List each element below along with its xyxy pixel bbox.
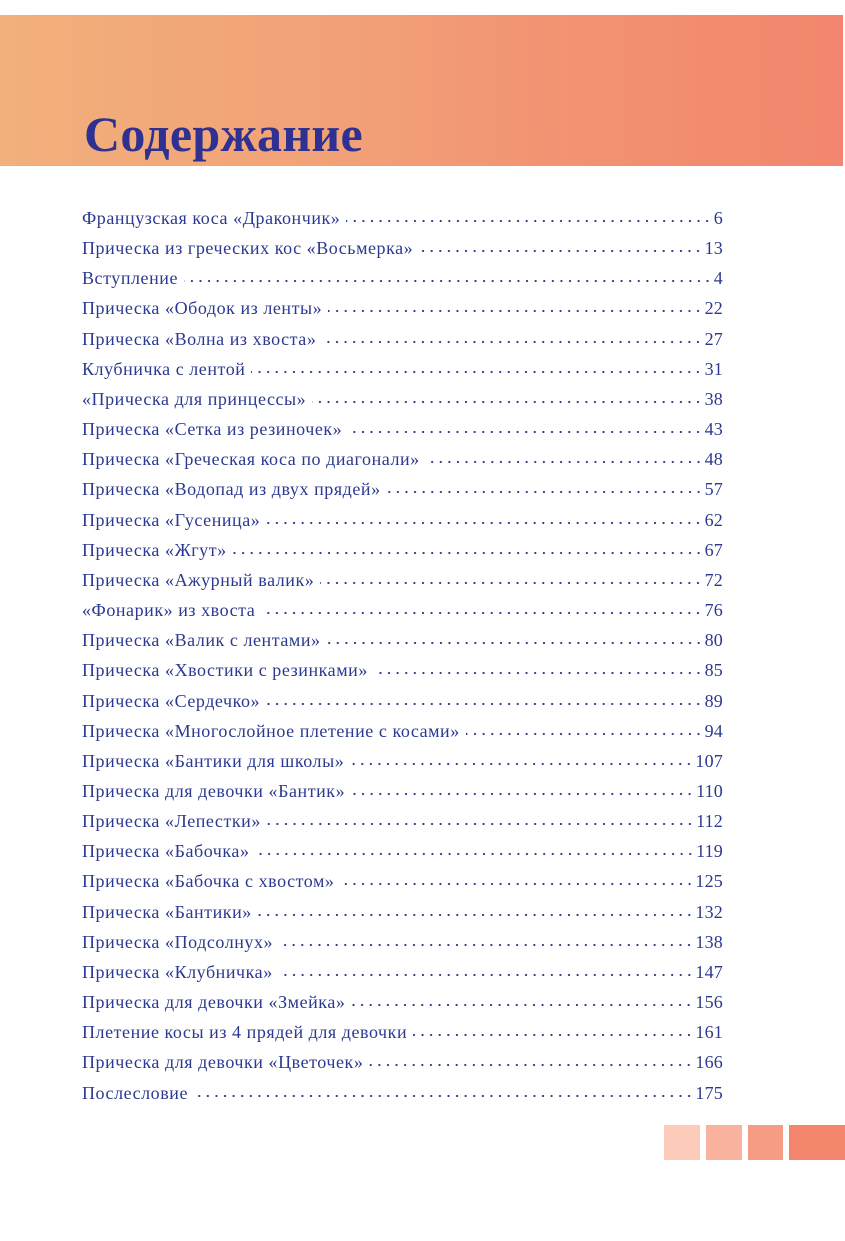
toc-entry[interactable] [82, 233, 723, 263]
toc-entry-page-number: 80 [704, 630, 723, 651]
toc-entry-page-number: 107 [695, 750, 723, 771]
dot-leader [369, 1063, 693, 1067]
dot-leader [341, 882, 694, 886]
toc-entry-title: Послесловие [82, 1082, 188, 1103]
toc-entry[interactable] [82, 897, 723, 927]
toc-entry[interactable] [82, 716, 723, 746]
toc-entry[interactable] [82, 806, 723, 836]
toc-entry[interactable] [82, 535, 723, 565]
dot-leader [328, 309, 702, 313]
dot-leader [279, 943, 693, 947]
toc-entry-title: Прическа «Лепестки» [82, 811, 261, 832]
toc-entry[interactable] [82, 444, 723, 474]
toc-entry-title: Прическа «Гусеница» [82, 509, 261, 530]
toc-entry-title: Прическа для девочки «Бантик» [82, 780, 346, 801]
dot-leader [350, 762, 693, 766]
dot-leader [266, 702, 703, 706]
toc-entry-page-number: 138 [695, 931, 723, 952]
toc-entry-page-number: 147 [695, 961, 723, 982]
toc-entry-title: «Прическа для принцессы» [82, 388, 307, 409]
dot-leader [351, 1003, 693, 1007]
dot-leader [466, 732, 703, 736]
dot-leader [267, 822, 694, 826]
toc-entry-page-number: 110 [696, 780, 723, 801]
toc-entry-page-number: 85 [704, 660, 723, 681]
toc-entry[interactable] [82, 354, 723, 384]
toc-entry-title: Прическа «Сердечко» [82, 690, 261, 711]
toc-entry-page-number: 27 [704, 328, 723, 349]
toc-entry[interactable] [82, 474, 723, 504]
toc-entry[interactable] [82, 595, 723, 625]
toc-entry-page-number: 72 [704, 569, 723, 590]
toc-entry-title: Прическа «Хвостики с резинками» [82, 660, 368, 681]
toc-entry-title: Прическа из греческих кос «Восьмерка» [82, 238, 414, 259]
dot-leader [251, 370, 702, 374]
toc-entry-title: Прическа «Ажурный валик» [82, 569, 315, 590]
toc-entry-page-number: 132 [695, 901, 723, 922]
toc-entry-page-number: 4 [713, 268, 723, 289]
dot-leader [194, 1094, 693, 1098]
dot-leader [322, 340, 702, 344]
toc-entry-page-number: 13 [704, 238, 723, 259]
toc-entry[interactable] [82, 1078, 723, 1108]
table-of-contents [82, 203, 723, 1108]
decor-square-2 [706, 1125, 742, 1160]
toc-entry-page-number: 38 [704, 388, 723, 409]
toc-entry-title: Прическа «Бабочка» [82, 841, 250, 862]
toc-entry[interactable] [82, 505, 723, 535]
toc-entry-title: Прическа «Сетка из резиночек» [82, 419, 343, 440]
toc-entry[interactable] [82, 927, 723, 957]
dot-leader [312, 400, 702, 404]
toc-entry-title: Прическа для девочки «Цветочек» [82, 1052, 364, 1073]
dot-leader [256, 852, 695, 856]
dot-leader [374, 671, 703, 675]
page-title: Содержание [84, 106, 364, 162]
toc-entry[interactable] [82, 263, 723, 293]
toc-entry-page-number: 22 [704, 298, 723, 319]
toc-entry-page-number: 57 [704, 479, 723, 500]
toc-entry-title: Прическа «Бантики» [82, 901, 252, 922]
toc-entry[interactable] [82, 1047, 723, 1077]
dot-leader [327, 641, 703, 645]
toc-entry-page-number: 156 [695, 992, 723, 1013]
toc-entry[interactable] [82, 1017, 723, 1047]
toc-entry-title: Прическа «Многослойное плетение с косами» [82, 720, 460, 741]
decor-square-1 [664, 1125, 700, 1160]
dot-leader [266, 521, 702, 525]
toc-entry-title: Прическа «Водопад из двух прядей» [82, 479, 381, 500]
toc-entry-title: Прическа «Бабочка с хвостом» [82, 871, 335, 892]
toc-entry-title: Прическа «Жгут» [82, 539, 227, 560]
toc-entry-title: Прическа «Бантики для школы» [82, 750, 345, 771]
toc-entry[interactable] [82, 746, 723, 776]
toc-entry-page-number: 89 [704, 690, 723, 711]
dot-leader [184, 279, 712, 283]
toc-entry[interactable] [82, 866, 723, 896]
toc-entry[interactable] [82, 293, 723, 323]
toc-entry[interactable] [82, 384, 723, 414]
decor-square-3 [748, 1125, 783, 1160]
dot-leader [279, 973, 694, 977]
dot-leader [387, 490, 703, 494]
toc-entry[interactable] [82, 686, 723, 716]
toc-entry-page-number: 94 [704, 720, 723, 741]
toc-entry-title: Вступление [82, 268, 178, 289]
decorative-squares [0, 1125, 845, 1160]
dot-leader [419, 249, 702, 253]
toc-entry[interactable] [82, 625, 723, 655]
toc-entry[interactable] [82, 776, 723, 806]
toc-entry[interactable] [82, 414, 723, 444]
toc-entry-title: «Фонарик» из хвоста [82, 600, 256, 621]
toc-entry-page-number: 43 [704, 419, 723, 440]
toc-entry-page-number: 31 [704, 358, 723, 379]
toc-entry-title: Прическа «Клубничка» [82, 961, 273, 982]
dot-leader [261, 611, 702, 615]
toc-entry[interactable] [82, 957, 723, 987]
toc-entry-title: Прическа «Ободок из ленты» [82, 298, 323, 319]
dot-leader [320, 581, 702, 585]
toc-entry-page-number: 76 [704, 600, 723, 621]
toc-entry-title: Французская коса «Дракончик» [82, 208, 341, 228]
toc-entry-page-number: 125 [695, 871, 723, 892]
toc-entry-page-number: 62 [704, 509, 723, 530]
toc-entry-page-number: 161 [695, 1022, 723, 1043]
dot-leader [233, 551, 703, 555]
toc-entry[interactable] [82, 565, 723, 595]
toc-entry[interactable] [82, 836, 723, 866]
dot-leader [426, 460, 703, 464]
dot-leader [346, 219, 711, 223]
toc-entry-page-number: 119 [696, 841, 723, 862]
toc-entry-title: Прическа «Подсолнух» [82, 931, 274, 952]
toc-entry-title: Прическа «Валик с лентами» [82, 630, 321, 651]
toc-entry-title: Прическа для девочки «Змейка» [82, 992, 346, 1013]
decor-square-4 [789, 1125, 845, 1160]
toc-entry-page-number: 166 [695, 1052, 723, 1073]
toc-entry-title: Прическа «Греческая коса по диагонали» [82, 449, 420, 470]
toc-entry-title: Прическа «Волна из хвоста» [82, 328, 317, 349]
toc-entry-page-number: 67 [704, 539, 723, 560]
toc-entry[interactable] [82, 324, 723, 354]
toc-entry-title: Плетение косы из 4 прядей для девочки [82, 1022, 408, 1043]
toc-entry-page-number: 48 [704, 449, 723, 470]
dot-leader [351, 792, 694, 796]
toc-entry-page-number: 6 [713, 208, 723, 228]
dot-leader [258, 913, 694, 917]
dot-leader [413, 1033, 693, 1037]
toc-entry-title: Клубничка с лентой [82, 358, 246, 379]
toc-entry-page-number: 175 [695, 1082, 723, 1103]
dot-leader [348, 430, 702, 434]
toc-entry-page-number: 112 [696, 811, 723, 832]
toc-entry[interactable] [82, 987, 723, 1017]
toc-entry[interactable] [82, 203, 723, 233]
toc-entry[interactable] [82, 655, 723, 685]
